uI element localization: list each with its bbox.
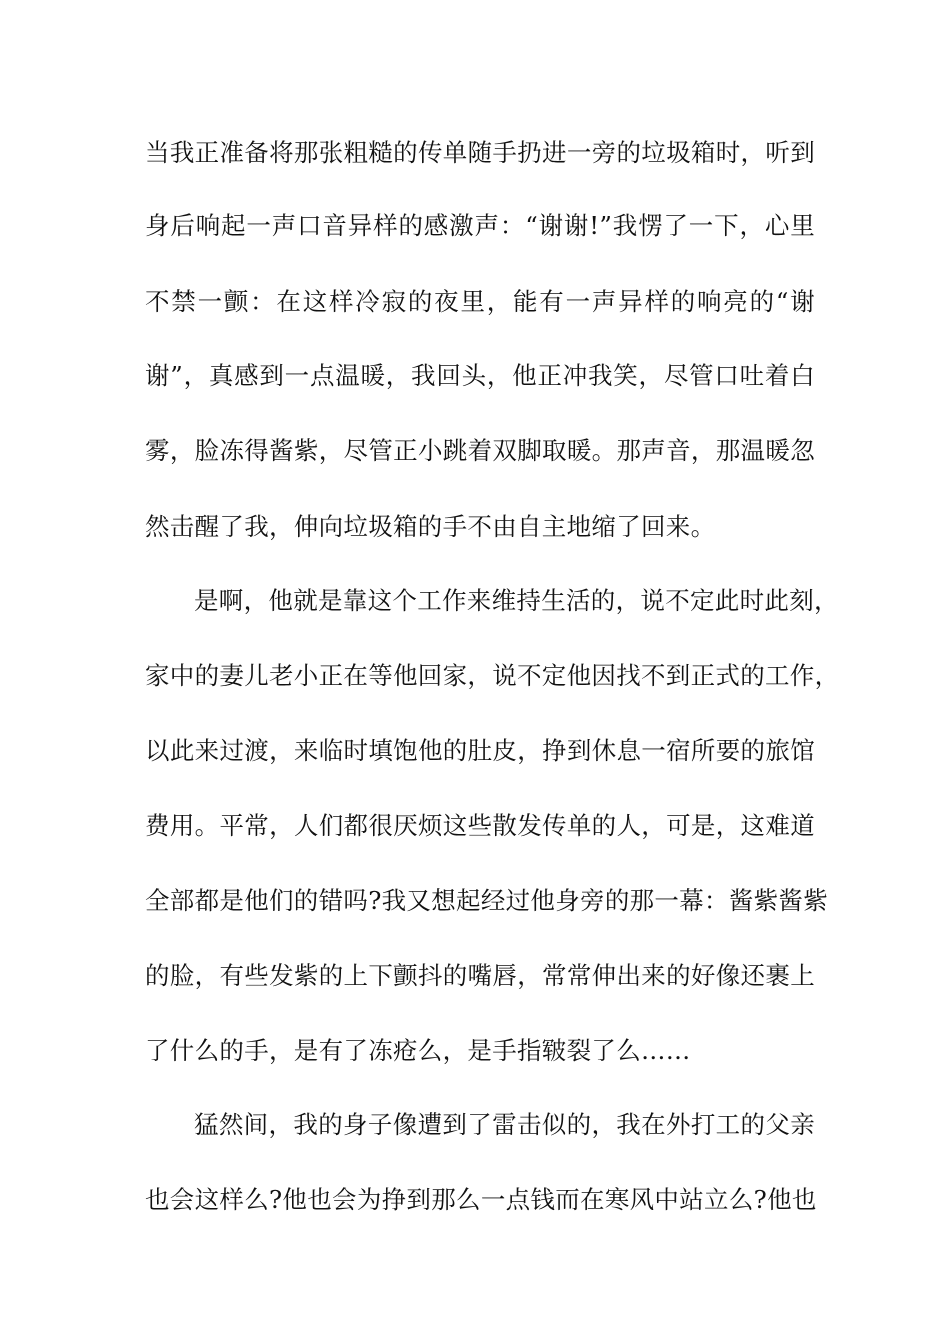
text-line: 也会这样么?他也会为挣到那么一点钱而在寒风中站立么?他也 bbox=[145, 1185, 817, 1214]
text-line: 全部都是他们的错吗?我又想起经过他身旁的那一幕：酱紫酱紫 bbox=[145, 886, 829, 915]
text-line: 了什么的手，是有了冻疮么，是手指皲裂了么…… bbox=[145, 1036, 691, 1065]
text-line: 以此来过渡，来临时填饱他的肚皮，挣到休息一宿所要的旅馆 bbox=[145, 736, 815, 765]
paragraph-first-line: 是啊，他就是靠这个工作来维持生活的，说不定此时此刻， bbox=[194, 586, 839, 615]
text-line: 费用。平常，人们都很厌烦这些散发传单的人，可是，这难道 bbox=[145, 811, 815, 840]
text-line: 不禁一颤：在这样冷寂的夜里，能有一声异样的响亮的“谢 bbox=[145, 287, 815, 316]
text-line: 身后响起一声口音异样的感激声：“谢谢!”我愣了一下，心里 bbox=[145, 211, 815, 240]
text-line: 的脸，有些发紫的上下颤抖的嘴唇，常常伸出来的好像还裹上 bbox=[145, 961, 815, 990]
text-line: 谢”，真感到一点温暖，我回头，他正冲我笑，尽管口吐着白 bbox=[145, 361, 815, 390]
text-line: 雾，脸冻得酱紫，尽管正小跳着双脚取暖。那声音，那温暖忽 bbox=[145, 436, 815, 465]
text-line: 当我正准备将那张粗糙的传单随手扔进一旁的垃圾箱时，听到 bbox=[145, 138, 815, 167]
text-line: 然击醒了我，伸向垃圾箱的手不由自主地缩了回来。 bbox=[145, 512, 716, 541]
paragraph-first-line: 猛然间，我的身子像遭到了雷击似的，我在外打工的父亲 bbox=[194, 1110, 815, 1139]
text-line: 家中的妻儿老小正在等他回家，说不定他因找不到正式的工作， bbox=[145, 661, 840, 690]
